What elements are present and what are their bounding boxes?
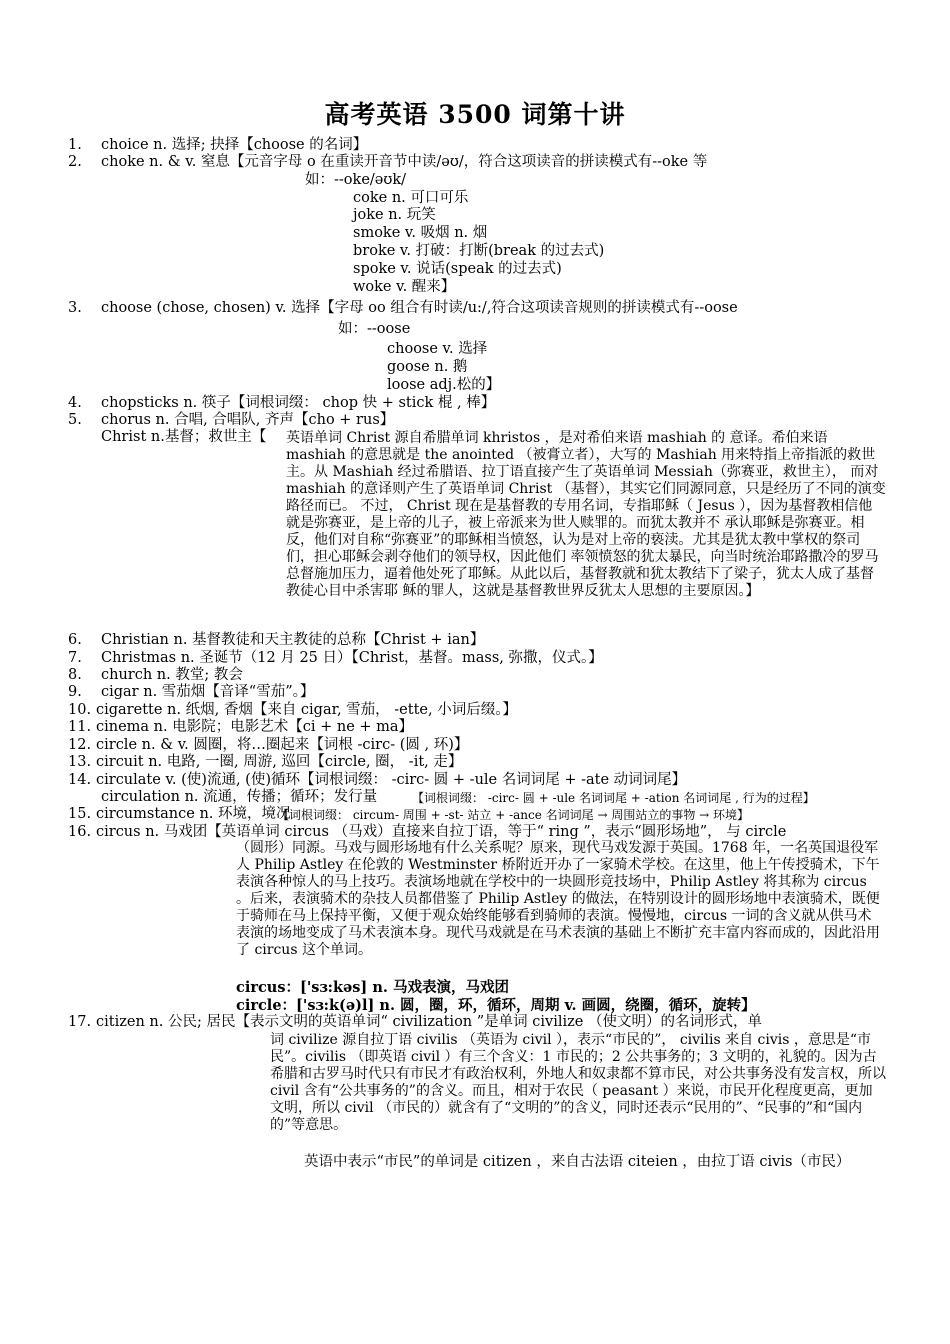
entry-text: spoke v. 说话(speak 的过去式) xyxy=(353,261,562,277)
entry-text: circulate v. (使)流通, (使)循环【词根词缀： -circ- 圆 + -ule 名词词尾 + -ate 动词词尾】 xyxy=(96,772,687,788)
entry-number: 11. xyxy=(68,719,92,735)
entry-text: joke n. 玩笑 xyxy=(353,207,436,223)
entry-text: 如：--oke/əʊk/ xyxy=(305,172,407,188)
entry-text: circle n. & v. 圆圈，将…圈起来【词根 -circ- (圆 , 环)】 xyxy=(96,737,469,753)
entry-number: 8. xyxy=(68,667,82,683)
entry-text: woke v. 醒来】 xyxy=(353,279,456,295)
entry-number: 3. xyxy=(68,300,82,316)
christ-explanation: 英语单词 Christ 源自希腊单词 khristos ，是对希伯来语 mashiah 的 意译。希伯来语 mashiah 的意思就是 the anointed （被膏立者），大写的 Mashiah 用来特指上帝指派的救世主。从 Mashiah 经过希腊语、拉丁语直接产生了英语单词 Messiah（弥赛亚，救世主）， 而对 mashiah 的意译则产生了英语单词 Christ （基督），其实它们同源同意，只是经历了不同的演变路径而已。 不过， Christ 现在是基督教的专用名词，专指耶稣（ Jesus ），因为基督教相信他就是弥赛亚，是上帝的儿子，被上帝派来为世人赎罪的。而犹太教并不 承认耶稣是弥赛亚。相反，他们对自称“弥赛亚”的耶稣相当愤怒，认为是对上帝的亵渎。尤其是犹太教中掌权的祭司们，担心耶稣会剥夺他们的领导权，因此他们 率领愤怒的犹太暴民，向当时统治耶路撒冷的罗马总督施加压力，逼着他处死了耶稣。从此以后，基督教就和犹太教结下了梁子，犹太人成了基督教徒心目中杀害耶 稣的罪人，这就是基督教世界反犹太人思想的主要原因。】 xyxy=(286,430,886,599)
entry-text: loose adj.松的】 xyxy=(387,377,501,393)
entry-number: 10. xyxy=(68,702,92,718)
entry-text: 如：--oose xyxy=(338,321,411,337)
entry-number: 6. xyxy=(68,632,82,648)
entry-text: Christian n. 基督教徒和天主教徒的总称【Christ + ian】 xyxy=(101,632,485,648)
entry-text: choke n. & v. 窒息【元音字母 o 在重读开音节中读/əʊ/，符合这项读音的拼读模式有--oke 等 xyxy=(101,154,708,170)
entry-text: cigarette n. 纸烟, 香烟【来自 cigar, 雪茄， -ette, 小词后缀。】 xyxy=(96,702,517,718)
entry-text: church n. 教堂; 教会 xyxy=(101,667,243,683)
entry-text: goose n. 鹅 xyxy=(387,359,468,375)
entry-text: Christmas n. 圣诞节（12 月 25 日）【Christ，基督。mass, 弥撒，仪式。】 xyxy=(101,650,603,666)
entry-number: 1. xyxy=(68,137,82,153)
entry-text: circumstance n. 环境，境况 xyxy=(96,806,291,822)
page-title: 高考英语 3500 词第十讲 xyxy=(324,100,626,129)
entry-number: 9. xyxy=(68,684,82,700)
entry-text: cinema n. 电影院；电影艺术【ci + ne + ma】 xyxy=(96,719,414,735)
entry-text: circulation n. 流通，传播；循环；发行量 xyxy=(101,789,378,805)
entry-number: 14. xyxy=(68,772,92,788)
entry-text: broke v. 打破：打断(break 的过去式) xyxy=(353,243,605,259)
circus-explanation: （圆形）同源。马戏与圆形场地有什么关系呢？原来，现代马戏发源于英国。1768 年，一名英国退役军人 Philip Astley 在伦敦的 Westminster 桥附近开办了一家骑术学校。在这里，他上午传授骑术，下午表演各种惊人的马上技巧。表演场地就在学校中的一块圆形竞技场中，Philip Astley 将其称为 circus 。后来，表演骑术的杂技人员都借鉴了 Philip Astley 的做法，在特别设计的圆形场地中表演骑术，既便于骑师在马上保持平衡，又便于观众始终能够看到骑师的表演。慢慢地，circus 一词的含义就从供马术表演的场地变成了马术表演本身。现代马戏就是在马术表演的基础上不断扩充丰富内容而成的，因此沿用了 circus 这个单词。 xyxy=(236,840,880,958)
citizen-explanation: 词 civilize 源自拉丁语 civilis （英语为 civil ），表示“市民的”， civilis 来自 civis ，意思是“市民”。civilis （即英语 civil ）有三个含义：1 市民的；2 公共事务的；3 文明的，礼貌的。因为古希腊和古罗马时代只有市民才有政治权利，外地人和奴隶都不算市民，对公共事务没有发言权，所以 civil 含有“公共事务的”的含义。而且，相对于农民（ peasant ）来说，市民开化程度更高，更加文明，所以 civil （市民的）就含有了“文明的”的含义，同时还表示“民用的”、“民事的”和“国内的”等意思。 xyxy=(270,1032,886,1133)
circus-definition: circus：['sɜ:kəs] n. 马戏表演，马戏团 xyxy=(236,979,509,996)
entry-text: smoke v. 吸烟 n. 烟 xyxy=(353,225,488,241)
entry-text: chorus n. 合唱, 合唱队, 齐声【cho + rus】 xyxy=(101,412,395,428)
entry-number: 16. xyxy=(68,824,92,840)
entry-text: 【词根词缀： -circ- 圆 + -ule 名词词尾 + -ation 名词词尾 , 行为的过程】 xyxy=(412,791,815,805)
circle-definition: circle：['sɜ:k(ə)l] n. 圆，圈，环，循环，周期 v. 画圆，绕圈，循环，旋转】 xyxy=(236,997,756,1014)
entry-number: 2. xyxy=(68,154,82,170)
entry-text: Christ n.基督；救世主【 xyxy=(101,429,267,445)
entry-number: 5. xyxy=(68,412,82,428)
entry-text: choice n. 选择; 抉择【choose 的名词】 xyxy=(101,137,368,153)
entry-text: choose v. 选择 xyxy=(387,341,488,357)
entry-number: 15. xyxy=(68,806,92,822)
entry-text: cigar n. 雪茄烟【音译“雪茄”。】 xyxy=(101,684,315,700)
entry-number: 12. xyxy=(68,737,92,753)
entry-number: 7. xyxy=(68,650,82,666)
entry-text: coke n. 可口可乐 xyxy=(353,190,469,206)
entry-number: 17. xyxy=(68,1014,92,1030)
entry-text: citizen n. 公民; 居民【表示文明的英语单词“ civilization ”是单词 civilize （使文明）的名词形式，单 xyxy=(96,1014,762,1030)
entry-text: 【词根词缀： circum- 周围 + -st- 站立 + -ance 名词词尾 → 周围站立的事物 → 环境】 xyxy=(277,808,750,822)
entry-text: choose (chose, chosen) v. 选择【字母 oo 组合有时读/u:/,符合这项读音规则的拼读模式有--oose xyxy=(101,300,738,316)
entry-number: 13. xyxy=(68,754,92,770)
entry-text: circus n. 马戏团【英语单词 circus （马戏）直接来自拉丁语，等于“ ring ”，表示“圆形场地”， 与 circle xyxy=(96,824,787,840)
citizen-last-line: 英语中表示“市民”的单词是 citizen ，来自古法语 citeien ，由拉丁语 civis（市民） xyxy=(304,1154,851,1170)
entry-text: chopsticks n. 筷子【词根词缀： chop 快 + stick 棍 , 棒】 xyxy=(101,395,496,411)
entry-text: circuit n. 电路, 一圈, 周游, 巡回【circle, 圈， -it, 走】 xyxy=(96,754,463,770)
entry-number: 4. xyxy=(68,395,82,411)
